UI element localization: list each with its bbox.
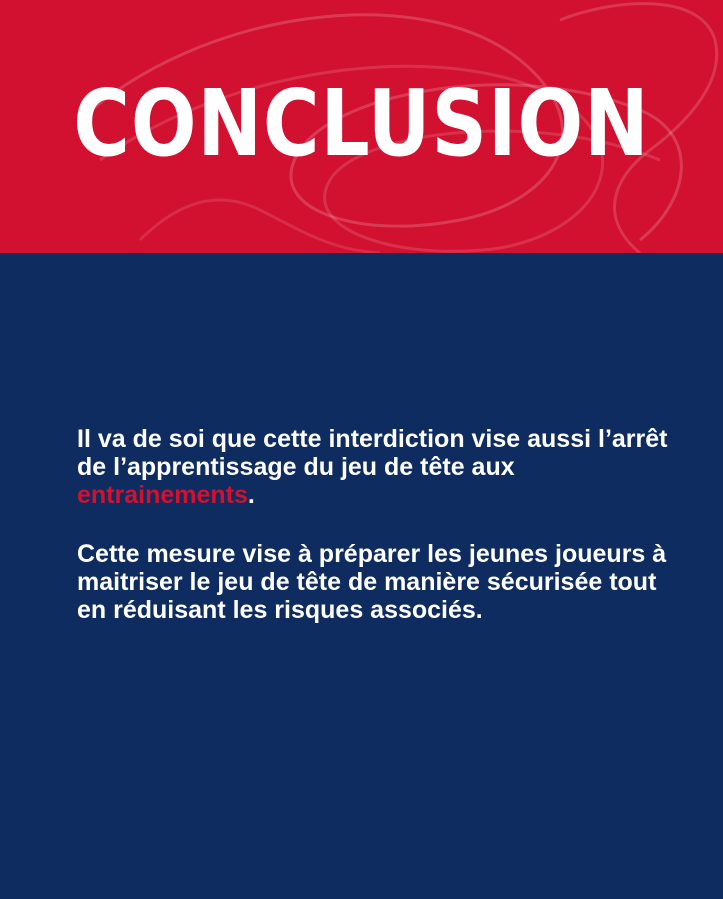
text-content: [77, 425, 677, 655]
page-title: CONCLUSION: [73, 70, 650, 177]
paragraph-2: Cette mesure vise à préparer les jeunes joueurs à maitriser le jeu de tête de manière sécurisée tout en réduisant les risques associés.: [77, 540, 667, 624]
header-banner: [0, 0, 723, 253]
paragraph-1: [77, 425, 677, 509]
paragraph-1-end: .: [247, 481, 255, 509]
highlight-word: entrainements: [77, 481, 248, 509]
paragraph-1-text: Il va de soi que cette interdiction vise aussi l’arrêt de l’apprentissage du jeu de tête aux: [77, 425, 668, 481]
